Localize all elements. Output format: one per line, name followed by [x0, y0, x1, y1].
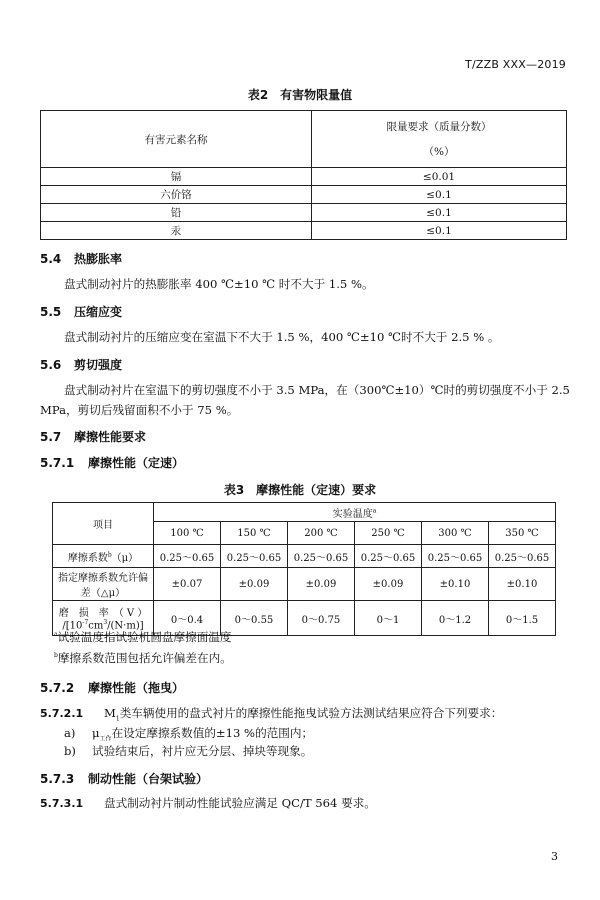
- footnote-mark-b: b: [107, 551, 112, 559]
- temperature-header: 实验温度$^a$: [154, 503, 556, 522]
- table-row: [53, 545, 556, 568]
- limit-cell: ≤0.1: [312, 222, 567, 240]
- table-row: [41, 204, 567, 222]
- value-cell: ±0.09: [221, 568, 288, 601]
- item-header: 项目: [53, 503, 154, 545]
- temp-cell: 250 ℃: [355, 522, 422, 545]
- value-cell: 0.25～0.65: [154, 545, 221, 568]
- section-5-7-3-heading: [40, 770, 208, 787]
- section-5-5-text: 盘式制动衬片的压缩应变在室温下不大于 1.5 %，400 ℃±10 ℃时不大于 2.5 % 。: [64, 330, 500, 344]
- table-header-row: [53, 503, 556, 522]
- section-number: 5.6: [40, 358, 62, 372]
- list-item-b: b) 试验结束后，衬片应无分层、掉块等现象。: [64, 740, 312, 762]
- section-5-7-2-heading: [40, 679, 184, 696]
- value-cell: ±0.10: [489, 568, 556, 601]
- section-5-7-1-heading: [40, 454, 184, 471]
- section-title: 热膨胀率: [74, 252, 123, 266]
- value-cell: 0～1: [355, 601, 422, 636]
- clause-number: 5.7.3.1: [40, 797, 84, 810]
- column-header-element: 有害元素名称: [41, 111, 312, 168]
- clause-5-7-3-1: 5.7.3.1 盘式制动衬片制动性能试验应满足 QC/T 564 要求。: [40, 792, 376, 815]
- list-item-a: a) $\mu_{工作}$在设定摩擦系数值的±13 %的范围内；: [64, 722, 313, 750]
- footnote-b: $^b$摩擦系数范围包括允许偏差在内。: [54, 650, 232, 665]
- friction-performance-table: [52, 502, 556, 636]
- temp-cell: 200 ℃: [288, 522, 355, 545]
- section-5-4-heading: [40, 250, 122, 267]
- value-cell: ±0.07: [154, 568, 221, 601]
- limit-cell: ≤0.1: [312, 186, 567, 204]
- element-cell: 汞: [41, 222, 312, 240]
- section-title: 制动性能（台架试验）: [88, 772, 209, 786]
- row-label-wear-rate: 磨 损 率 （ V ） $/[10^{-7}cm^3/(N\cdot m)]$: [53, 601, 154, 636]
- value-cell: ±0.09: [288, 568, 355, 601]
- value-cell: 0～1.2: [422, 601, 489, 636]
- clause-number: 5.7.2.1: [40, 707, 84, 720]
- value-cell: 0～0.75: [288, 601, 355, 636]
- section-title: 剪切强度: [74, 358, 123, 372]
- row-label-friction-coefficient: 摩擦系数$^b$（μ）: [53, 545, 154, 568]
- table-row: [53, 568, 556, 601]
- section-title: 摩擦性能（定速）: [88, 456, 185, 470]
- table-header-row: [41, 111, 567, 168]
- section-title: 摩擦性能要求: [74, 430, 147, 444]
- element-cell: 铅: [41, 204, 312, 222]
- value-cell: 0.25～0.65: [288, 545, 355, 568]
- clause-5-7-2-1: 5.7.2.1 $M_1$类车辆使用的盘式衬片的摩擦性能拖曳试验方法测试结果应符合下列要求：: [40, 702, 502, 730]
- value-cell: 0.25～0.65: [422, 545, 489, 568]
- section-number: 5.7.2: [40, 681, 75, 695]
- row-label-allowed-deviation: 指定摩擦系数允许偏 差（△μ）: [53, 568, 154, 601]
- section-5-7-heading: [40, 428, 146, 445]
- value-cell: ±0.09: [355, 568, 422, 601]
- list-marker: b): [64, 744, 76, 758]
- value-cell: ±0.10: [422, 568, 489, 601]
- table3-title: 表3 摩擦性能（定速）要求: [223, 483, 377, 497]
- section-5-5-heading: [40, 303, 122, 320]
- section-number: 5.7.1: [40, 456, 75, 470]
- column-header-limit: [312, 111, 567, 168]
- section-number: 5.7: [40, 430, 62, 444]
- value-cell: 0～0.4: [154, 601, 221, 636]
- section-5-6-text-line1: 盘式制动衬片在室温下的剪切强度不小于 3.5 MPa，在（300℃±10）℃时的剪切强度不小于 2.5: [64, 383, 570, 397]
- value-cell: 0～0.55: [221, 601, 288, 636]
- document-code: T/ZZB XXX—2019: [465, 58, 566, 71]
- section-title: 摩擦性能（拖曳）: [88, 681, 185, 695]
- temp-cell: 350 ℃: [489, 522, 556, 545]
- section-number: 5.4: [40, 252, 62, 266]
- footnote-a: $^a$试验温度指试验机圆盘摩擦面温度: [54, 629, 232, 644]
- table2-title: 表2 有害物限量值: [247, 88, 353, 102]
- element-cell: 六价铬: [41, 186, 312, 204]
- temp-cell: 300 ℃: [422, 522, 489, 545]
- limit-header-line2: （%）: [423, 146, 455, 158]
- temp-cell: 150 ℃: [221, 522, 288, 545]
- value-cell: 0.25～0.65: [489, 545, 556, 568]
- table-row: [41, 168, 567, 186]
- limit-cell: ≤0.1: [312, 204, 567, 222]
- section-number: 5.7.3: [40, 772, 75, 786]
- limit-header-line1: 限量要求（质量分数）: [386, 121, 492, 133]
- list-marker: a): [64, 726, 76, 740]
- table-row: [41, 222, 567, 240]
- page-number: 3: [551, 850, 558, 863]
- temp-cell: 100 ℃: [154, 522, 221, 545]
- footnote-mark-a: a: [372, 507, 377, 515]
- section-5-4-text: 盘式制动衬片的热膨胀率 400 ℃±10 ℃ 时不大于 1.5 %。: [64, 277, 374, 291]
- table-row: [41, 186, 567, 204]
- section-title: 压缩应变: [74, 305, 123, 319]
- section-number: 5.5: [40, 305, 62, 319]
- limit-cell: ≤0.01: [312, 168, 567, 186]
- hazardous-substance-table: [40, 110, 567, 240]
- value-cell: 0～1.5: [489, 601, 556, 636]
- section-5-6-heading: [40, 356, 122, 373]
- element-cell: 镉: [41, 168, 312, 186]
- section-5-6-text-line2: MPa，剪切后残留面积不小于 75 %。: [40, 403, 239, 417]
- value-cell: 0.25～0.65: [221, 545, 288, 568]
- value-cell: 0.25～0.65: [355, 545, 422, 568]
